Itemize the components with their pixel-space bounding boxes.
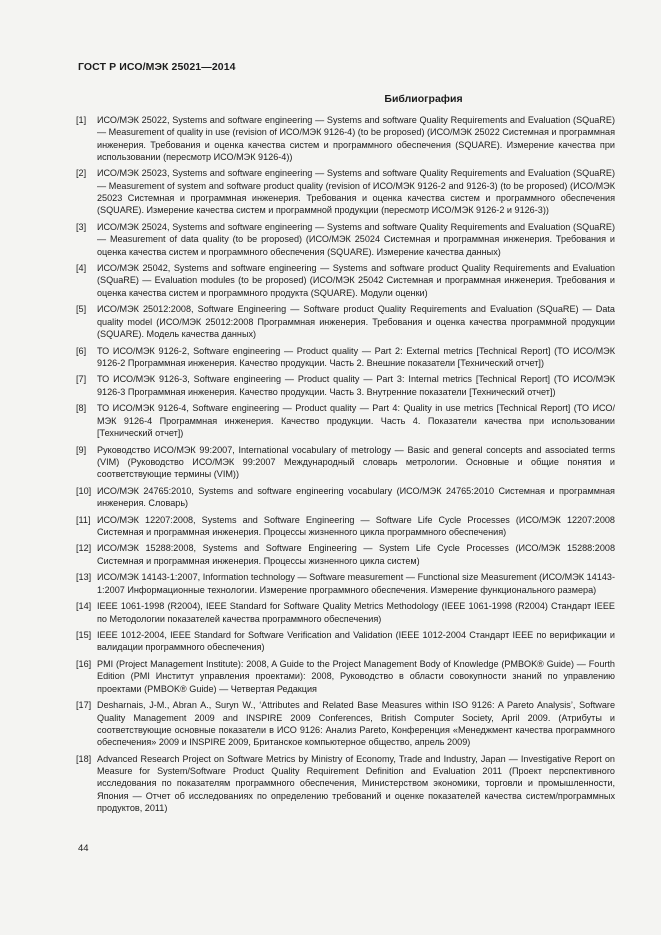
reference-number: [10] — [76, 485, 92, 496]
reference-number: [14] — [76, 601, 92, 612]
reference-item — [76, 699, 615, 748]
reference-item — [76, 600, 615, 625]
reference-number: [1] — [76, 115, 87, 125]
reference-number: [16] — [76, 659, 92, 670]
reference-item — [76, 303, 615, 340]
reference-text: IEEE 1061-1998 (R2004), IEEE Standard for Software Quality Metrics Methodology (IEEE 1061-1998 (R2004) Стандарт IEEE по Методологии показателей качества программного обеспечения) — [97, 601, 615, 624]
reference-text: ИСО/МЭК 25022, Systems and software engineering — Systems and software Quality Requirements and Evaluation (SQuaRE) — Measurement of quality in use (revision of ИСО/МЭК 9126-4) (to be proposed) (ИСО/МЭК 25022 Системная и программная инженерия. Требования и оценка качества систем и программного обеспечения (SQUARE). Измерение качества при использовании (пересмотр ИСО/МЭК 9126-4)) — [97, 115, 615, 162]
reference-item — [76, 262, 615, 299]
reference-text: ТО ИСО/МЭК 9126-2, Software engineering — Product quality — Part 2: External metrics [Technical Report] (ТО ИСО/МЭК 9126-2 Программная инженерия. Качество продукции. Часть 2. Внешние показатели [Технический отчет]) — [97, 345, 615, 368]
reference-text: IEEE 1012-2004, IEEE Standard for Software Verification and Validation (IEEE 1012-2004 Стандарт IEEE по верификации и валидации программного обеспечения) — [97, 630, 615, 653]
reference-number: [15] — [76, 630, 92, 641]
reference-text: PMI (Project Management Institute): 2008, A Guide to the Project Management Body of Knowledge (PMBOK® Guide) — Fourth Edition (PMI Институт управления проектами): 2008, Руководство в области совокупности знаний по управлению проектами (PMBOK® Guide) — Четвертая Редакция — [97, 659, 615, 694]
reference-text: ИСО/МЭК 14143-1:2007, Information technology — Software measurement — Functional size Measurement (ИСО/МЭК 14143-1:2007 Информационные технологии. Измерение программного обеспечения. Измерение функционального размера) — [97, 572, 615, 595]
reference-number: [7] — [76, 374, 87, 385]
reference-number: [5] — [76, 304, 87, 315]
reference-item — [76, 444, 615, 481]
reference-text: ТО ИСО/МЭК 9126-4, Software engineering — Product quality — Part 4: Quality in use metrics [Technical Report] (ТО ИСО/МЭК 9126-4 Программная инженерия. Качество продукции. Часть 4. Показатели качества при использовании [Технический отчет]) — [97, 403, 615, 438]
reference-item — [76, 373, 615, 398]
reference-text: ИСО/МЭК 25012:2008, Software Engineering — Software product Quality Requirements and Evaluation (SQuaRE) — Data quality model (ИСО/МЭК 25012:2008 Программная инженерия. Требования и оценка качества программной продукции (SQUARE). Модель качества данных) — [97, 304, 615, 339]
reference-text: Desharnais, J-M., Abran A., Suryn W., ‘Attributes and Related Base Measures within ISO 9126: A Pareto Analysis’, Software Quality Management 2009 and INSPIRE 2009 Conferences, British Computer Society, April 2009. (Атрибуты и соответствующие основные показатели в ИСО 9126: Анализ Pareto, Конференция «Менеджмент качества программного обеспечения» 2009 и INSPIRE 2009, Британское компьютерное общество, апрель 2009) — [97, 700, 615, 748]
reference-text: ИСО/МЭК 12207:2008, Systems and Software Engineering — Software Life Cycle Processes (ИСО/МЭК 12207:2008 Системная и программная инженерия. Процессы жизненного цикла программного обеспечения) — [97, 514, 615, 537]
reference-number: [6] — [76, 345, 87, 356]
reference-number: [9] — [76, 444, 87, 455]
reference-text: ИСО/МЭК 25042, Systems and software engineering — Systems and software product Quality Requirements and Evaluation (SQuaRE) — Evaluation modules (to be proposed) (ИСО/МЭК 25042 Системная и программная инженерия. Требования и оценка качества систем и программного продукта (SQUARE). Модули оценки) — [97, 263, 615, 298]
reference-number: [12] — [76, 543, 92, 554]
reference-item — [76, 658, 615, 695]
reference-text: ИСО/МЭК 25023, Systems and software engineering — Systems and software Quality Requirements and Evaluation (SQuaRE) — Measurement of system and software product quality (revision of ИСО/МЭК 9126-2 and 9126-3) (to be proposed) (ИСО/МЭК 25023 Системная и программная инженерия. Требования и оценка качества систем и программного обеспечения (SQUARE). Измерение качества систем и программной продукции (пересмотр ИСО/МЭК 9126-2 и 9126-3)) — [97, 168, 615, 216]
reference-item — [76, 167, 615, 216]
bibliography-title: Библиография — [384, 93, 463, 105]
reference-item — [76, 629, 615, 654]
reference-number: [18] — [76, 753, 92, 764]
page-number: 44 — [78, 843, 89, 854]
reference-text: Руководство ИСО/МЭК 99:2007, International vocabulary of metrology — Basic and general concepts and associated terms (VIM) (Руководство ИСО/МЭК 99:2007 Международный словарь метрологии. Основные и общие понятия и соответствующие термины (VIM)) — [97, 444, 615, 480]
reference-text: ИСО/МЭК 15288:2008, Systems and Software Engineering — System Life Cycle Processes (ИСО/МЭК 15288:2008 Системная и программная инженерия. Процессы жизненного цикла систем) — [97, 543, 615, 566]
reference-number: [13] — [76, 572, 92, 583]
reference-number: [8] — [76, 403, 87, 414]
reference-item — [76, 514, 615, 539]
reference-item — [76, 753, 615, 814]
reference-text: ИСО/МЭК 24765:2010, Systems and software engineering vocabulary (ИСО/МЭК 24765:2010 Системная и программная инженерия. Словарь) — [97, 485, 615, 508]
reference-number: [11] — [76, 514, 91, 525]
reference-item — [76, 221, 615, 258]
reference-number: [3] — [76, 221, 87, 232]
reference-item — [76, 571, 615, 596]
standard-header: ГОСТ Р ИСО/МЭК 25021—2014 — [78, 61, 236, 73]
reference-item — [76, 114, 615, 163]
reference-list — [76, 114, 615, 818]
reference-item — [76, 542, 615, 567]
reference-text: ТО ИСО/МЭК 9126-3, Software engineering — Product quality — Part 3: Internal metrics [Technical Report] (ТО ИСО/МЭК 9126-3 Программная инженерия. Качество продукции. Часть 3. Внутренние показатели [Технический отчет]) — [97, 374, 615, 397]
reference-number: [4] — [76, 263, 87, 274]
reference-number: [2] — [76, 168, 87, 179]
reference-item — [76, 402, 615, 439]
reference-item — [76, 345, 615, 370]
reference-number: [17] — [76, 700, 92, 711]
reference-text: ИСО/МЭК 25024, Systems and software engineering — Systems and software Quality Requirements and Evaluation (SQuaRE) — Measurement of data quality (to be proposed) (ИСО/МЭК 25024 Системная и программная инженерия. Требования и оценка качества систем и программного обеспечения (SQUARE). Измерение качества данных) — [97, 221, 615, 257]
reference-text: Advanced Research Project on Software Metrics by Ministry of Economy, Trade and Industry, Japan — Investigative Report on Measure for System/Software Product Quality Requirement Definition and Evaluation 2011 (Проект перспективного исследования по показателям программного обеспечения, Министерством экономики, торговли и промышленности, Япония — Отчет об исследованиях по определению требований и оценке показателей качества систем/программных продуктов, 2011) — [97, 753, 615, 813]
reference-item — [76, 485, 615, 510]
